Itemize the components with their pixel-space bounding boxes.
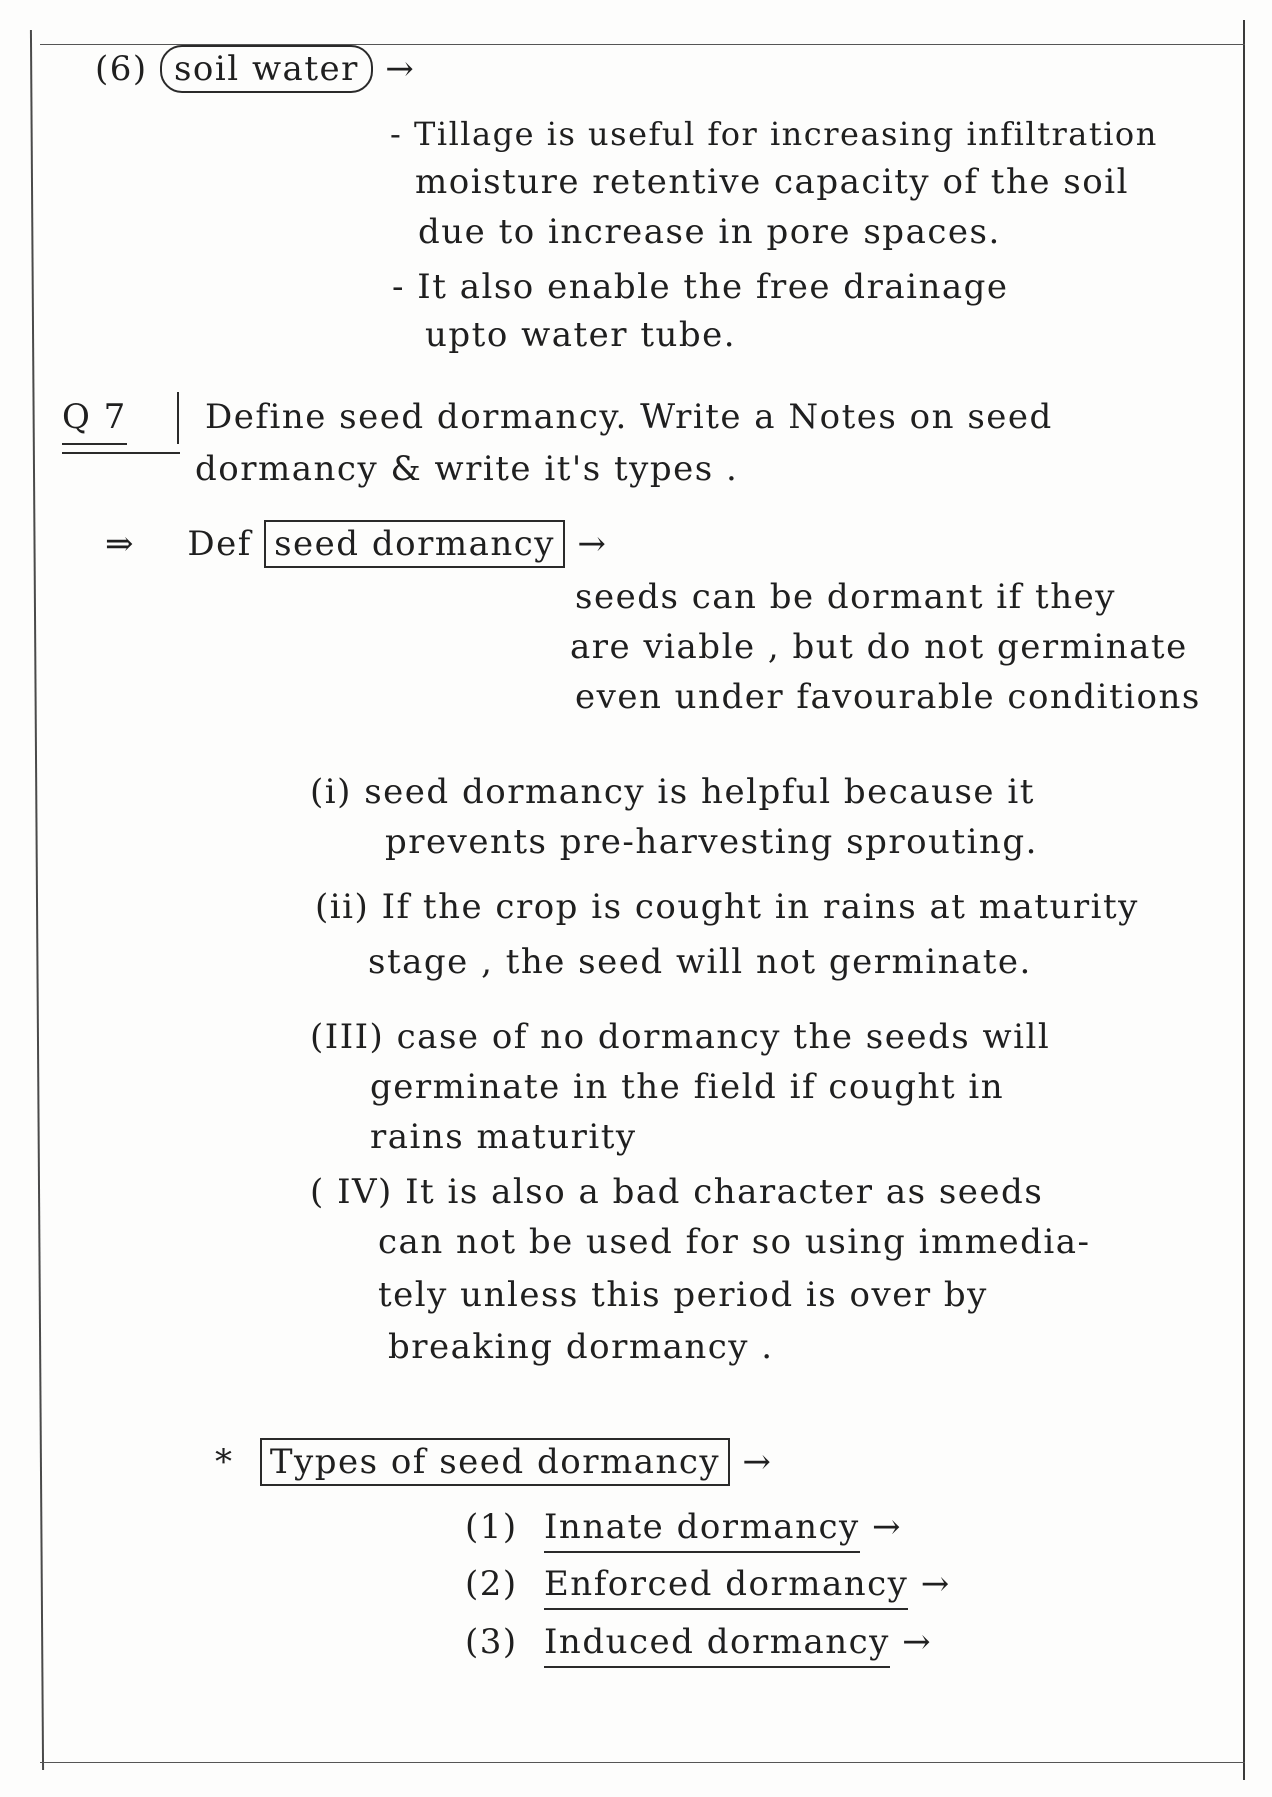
- point-4-line-1: ( IV) It is also a bad character as seeds: [310, 1172, 1044, 1212]
- seed-dormancy-term: seed dormancy: [264, 520, 565, 568]
- bottom-margin-line: [40, 1762, 1245, 1763]
- types-heading-box: Types of seed dormancy: [260, 1438, 730, 1486]
- type-1: [465, 1507, 903, 1547]
- tillage-line-1: - Tillage is useful for increasing infiltration: [390, 115, 1158, 153]
- definition-text-line-1: seeds can be dormant if they: [575, 577, 1116, 617]
- question-7-label: [62, 397, 127, 437]
- point-1-line-1: (i) seed dormancy is helpful because it: [310, 772, 1035, 812]
- section-6-arrow: →: [385, 49, 416, 89]
- question-label-bar: [177, 392, 179, 444]
- types-arrow: →: [742, 1442, 773, 1482]
- definition-heading: [105, 524, 608, 564]
- drainage-line-2: upto water tube.: [425, 315, 737, 355]
- point-2-line-2: stage , the seed will not germinate.: [368, 942, 1032, 982]
- type-2-label: Enforced dormancy: [544, 1564, 908, 1610]
- point-3-line-2: germinate in the field if cought in: [370, 1067, 1005, 1107]
- type-3-label: Induced dormancy: [544, 1622, 890, 1668]
- left-margin-line: [30, 30, 44, 1770]
- section-6-number: (6): [95, 49, 148, 89]
- tillage-line-3: due to increase in pore spaces.: [418, 212, 1001, 252]
- types-heading: [215, 1442, 773, 1482]
- question-7-number: Q 7: [62, 397, 127, 445]
- type-1-label: Innate dormancy: [544, 1507, 860, 1553]
- definition-text-line-2: are viable , but do not germinate: [570, 627, 1188, 667]
- definition-prefix: Def: [187, 524, 252, 564]
- type-2: [465, 1564, 951, 1604]
- point-2-line-1: (ii) If the crop is cought in rains at maturity: [315, 887, 1139, 927]
- type-3-arrow: →: [902, 1622, 933, 1662]
- question-7-line-2: dormancy & write it's types .: [195, 449, 739, 489]
- question-label-underline: [62, 452, 180, 454]
- type-1-number: (1): [465, 1507, 518, 1547]
- point-3-line-1: (III) case of no dormancy the seeds will: [310, 1017, 1051, 1057]
- definition-marker: ⇒: [105, 524, 135, 564]
- type-3-number: (3): [465, 1622, 518, 1662]
- point-4-line-3: tely unless this period is over by: [378, 1275, 988, 1315]
- definition-arrow: →: [577, 524, 608, 564]
- type-1-arrow: →: [872, 1507, 903, 1547]
- type-3: [465, 1622, 933, 1662]
- type-2-number: (2): [465, 1564, 518, 1604]
- type-2-arrow: →: [920, 1564, 951, 1604]
- drainage-line-1: - It also enable the free drainage: [392, 267, 1009, 307]
- point-3-line-3: rains maturity: [370, 1117, 637, 1157]
- right-margin-line: [1243, 20, 1245, 1780]
- section-6-heading: [95, 49, 416, 89]
- point-4-line-2: can not be used for so using immedia-: [378, 1222, 1091, 1262]
- point-1-line-2: prevents pre-harvesting sprouting.: [385, 822, 1038, 862]
- question-7-line-1: Define seed dormancy. Write a Notes on seed: [205, 397, 1053, 437]
- types-marker: *: [215, 1442, 234, 1482]
- definition-text-line-3: even under favourable conditions: [575, 677, 1201, 717]
- soil-water-heading: soil water: [160, 45, 373, 93]
- point-4-line-4: breaking dormancy .: [388, 1327, 774, 1367]
- tillage-line-2: moisture retentive capacity of the soil: [415, 162, 1129, 202]
